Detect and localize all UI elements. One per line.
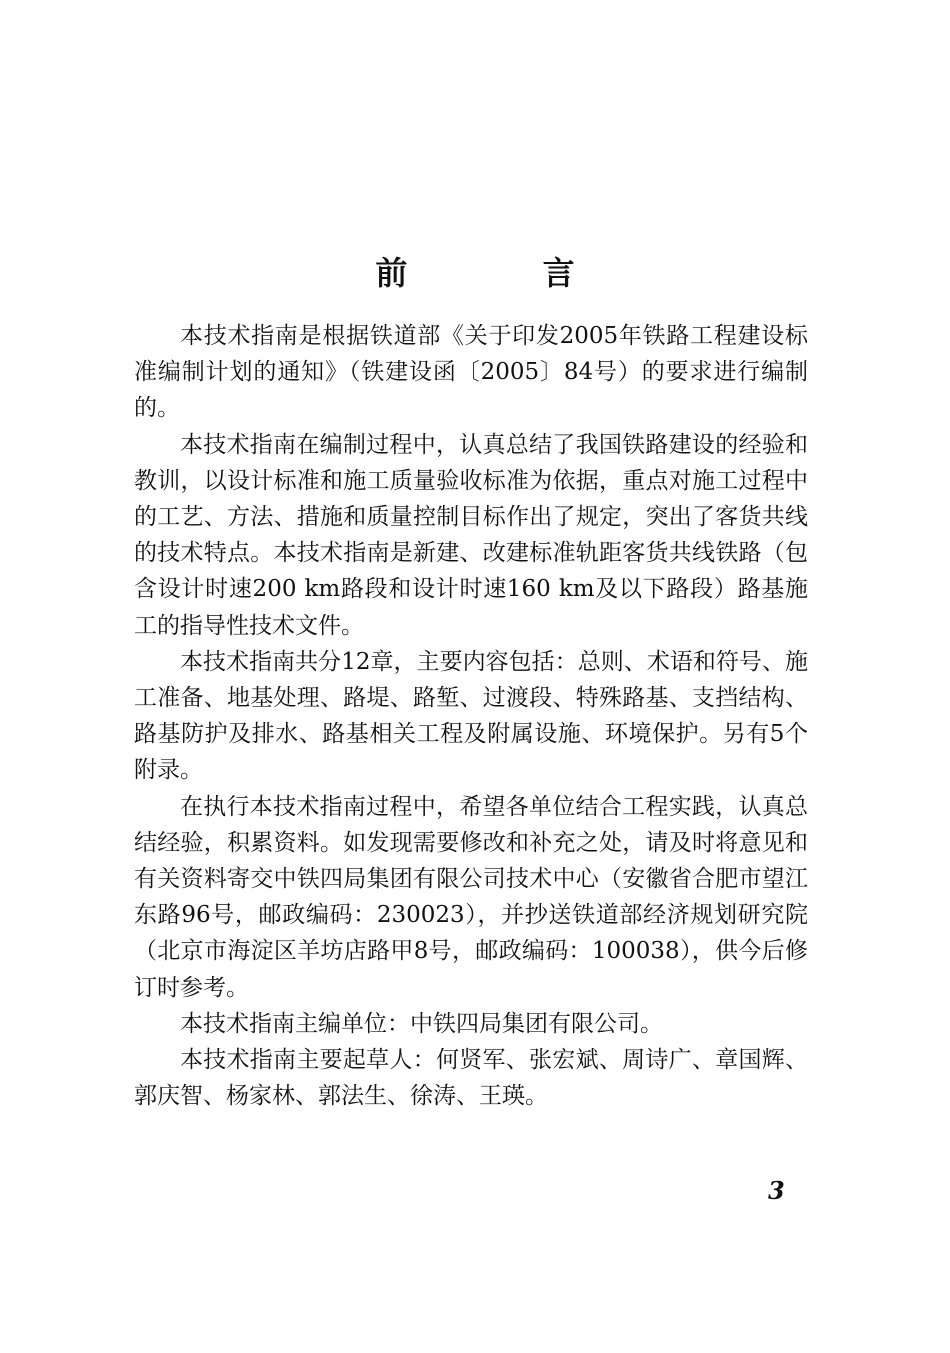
paragraph-chief-editor: 本技术指南主编单位：中铁四局集团有限公司。	[180, 1010, 663, 1037]
preface-body	[134, 318, 808, 1114]
paragraph-contents: 本技术指南共分12章，主要内容包括：总则、术语和符号、施工准备、地基处理、路堤、路堑、过渡段、特殊路基、支挡结构、路基防护及排水、路基相关工程及附属设施、环境保护。另有5个附录。	[134, 648, 808, 784]
page-title: 前 言	[375, 254, 637, 292]
paragraph-summary: 本技术指南在编制过程中，认真总结了我国铁路建设的经验和教训，以设计标准和施工质量验收标准为依据，重点对施工过程中的工艺、方法、措施和质量控制目标作出了规定，突出了客货共线的技术特点。本技术指南是新建、改建标准轨距客货共线铁路（包含设计时速200 km路段和设计时速160 km及以下路段）路基施工的指导性技术文件。	[134, 431, 808, 639]
page-number: 3	[768, 1176, 785, 1205]
paragraph-basis: 本技术指南是根据铁道部《关于印发2005年铁路工程建设标准编制计划的通知》（铁建设函〔2005〕84号）的要求进行编制的。	[134, 323, 808, 422]
paragraph-drafters: 本技术指南主要起草人：何贤军、张宏斌、周诗广、章国辉、郭庆智、杨家林、郭法生、徐涛、王瑛。	[134, 1047, 808, 1110]
paragraph-feedback: 在执行本技术指南过程中，希望各单位结合工程实践，认真总结经验，积累资料。如发现需要修改和补充之处，请及时将意见和有关资料寄交中铁四局集团有限公司技术中心（安徽省合肥市望江东路96号，邮政编码：230023），并抄送铁道部经济规划研究院（北京市海淀区羊坊店路甲8号，邮政编码：100038），供今后修订时参考。	[134, 793, 808, 1001]
